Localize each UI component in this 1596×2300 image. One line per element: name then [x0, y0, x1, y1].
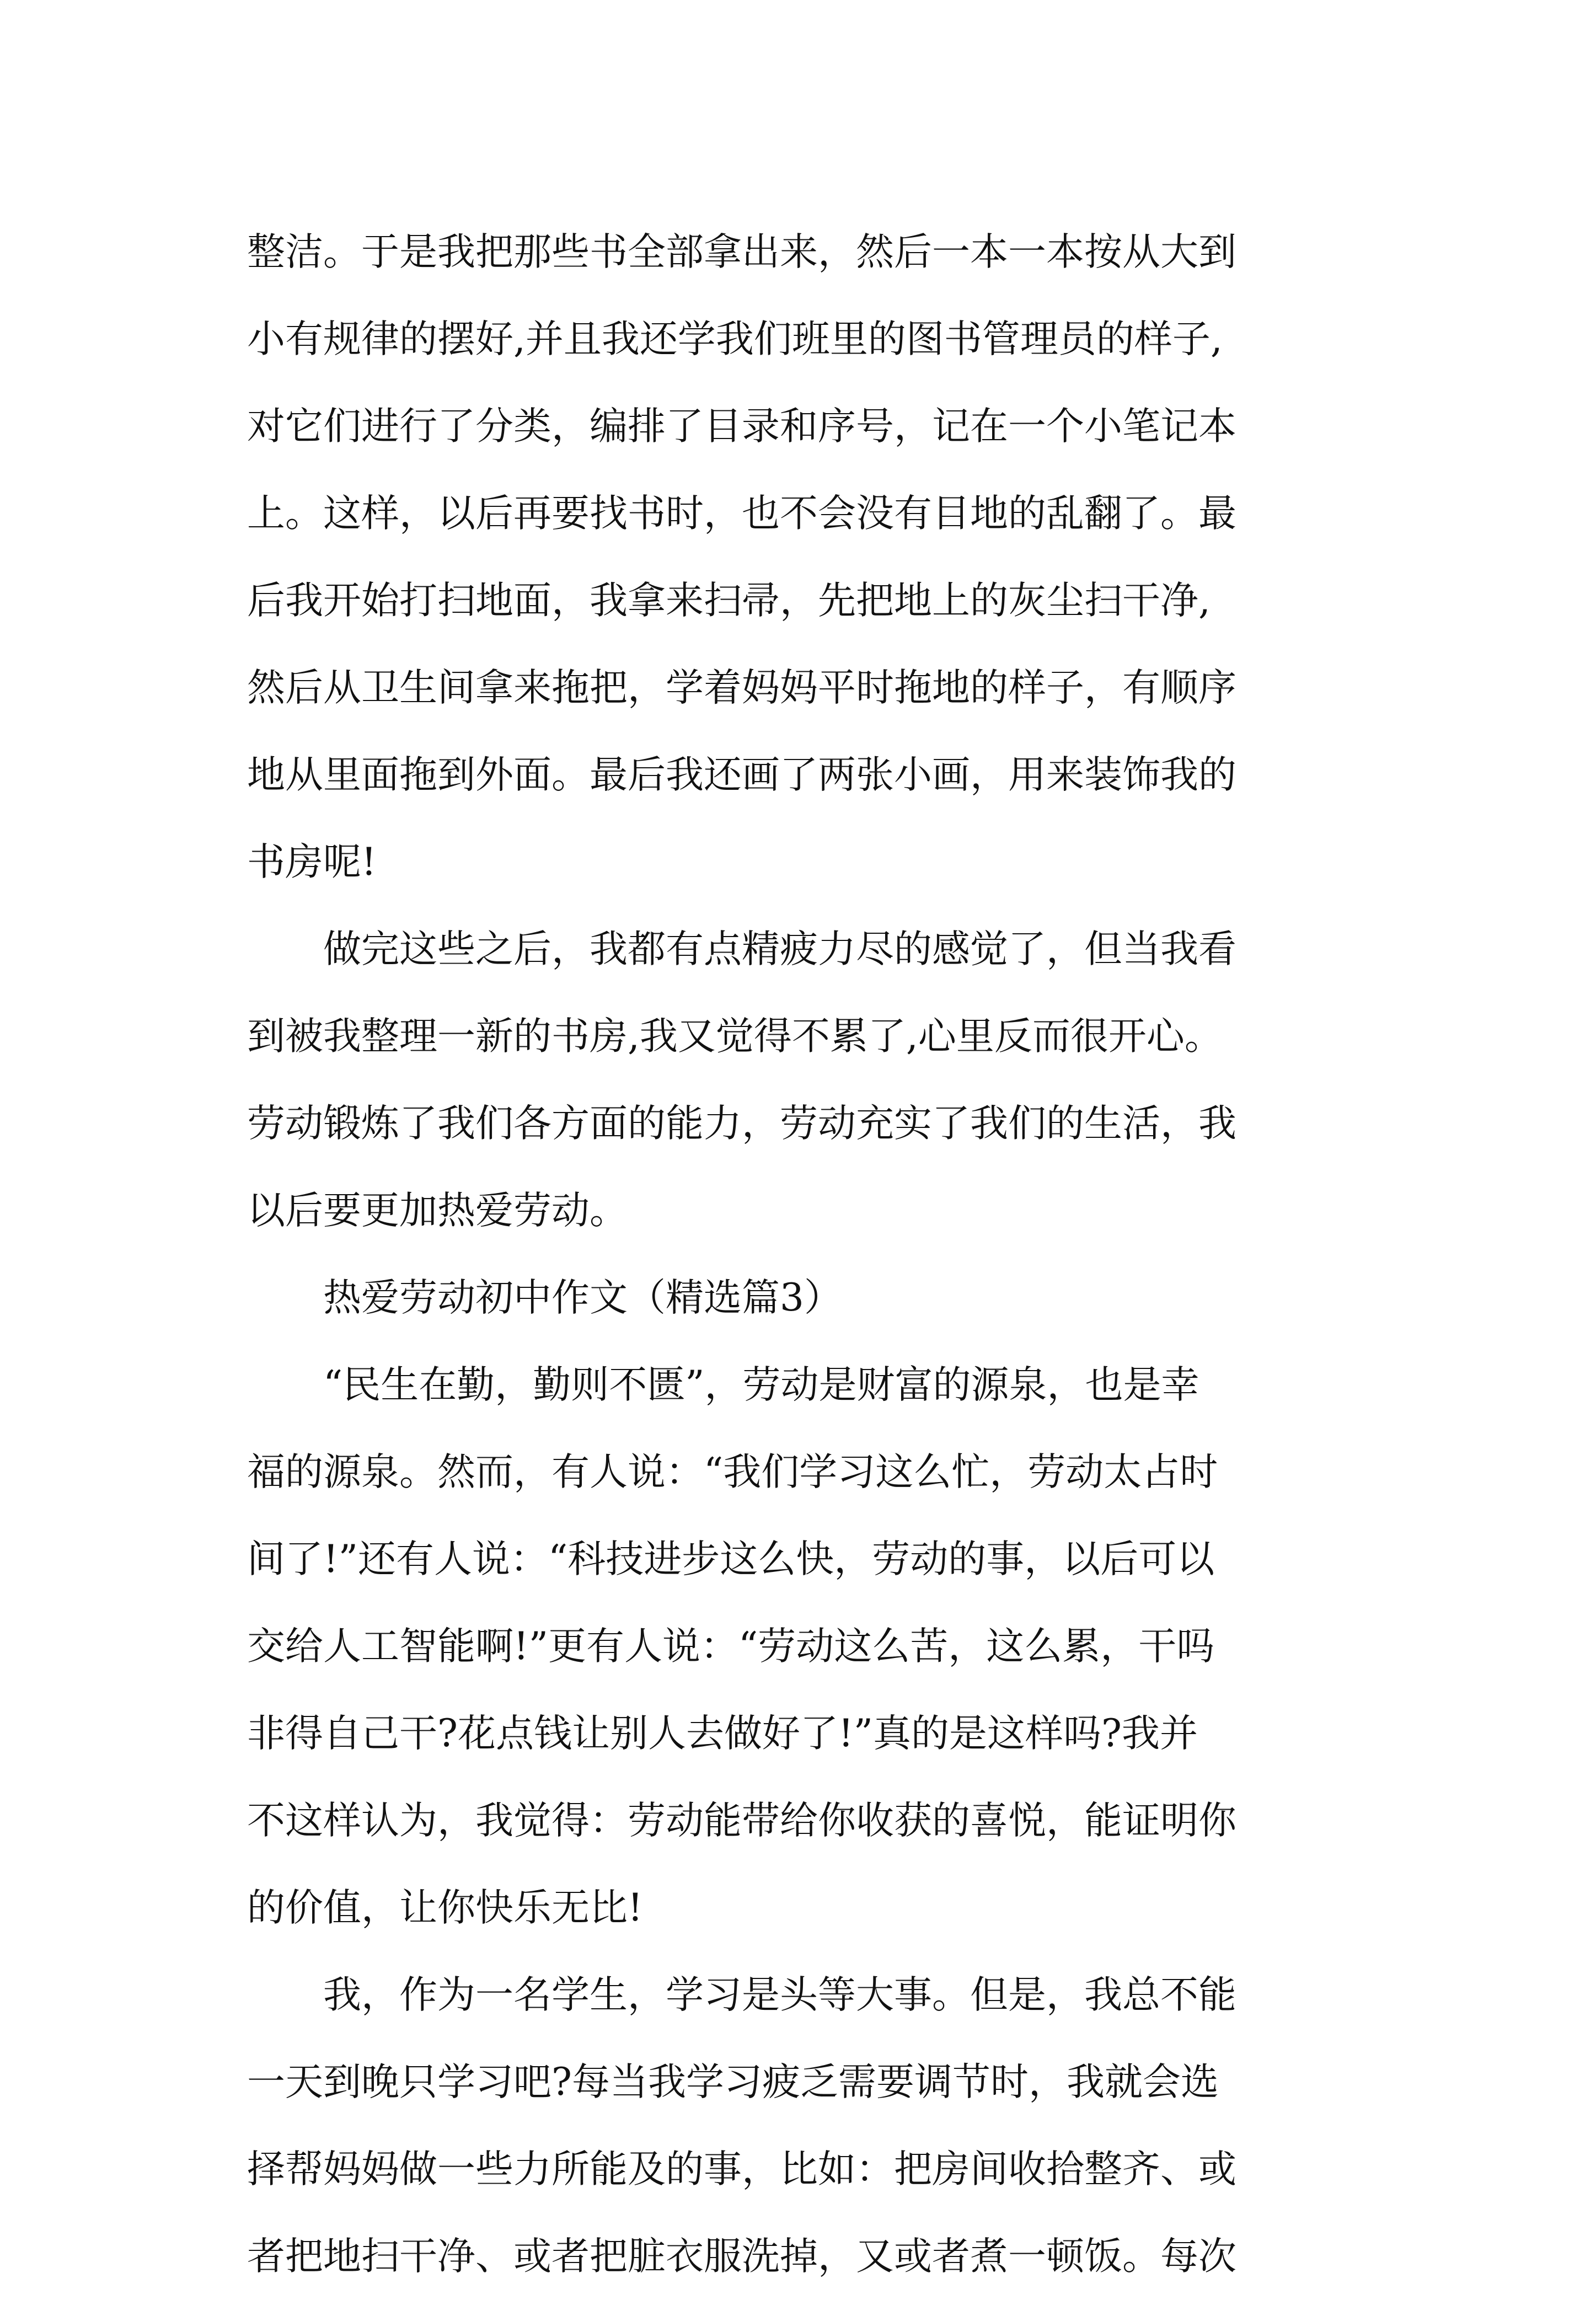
- text-line: 后我开始打扫地面，我拿来扫帚，先把地上的灰尘扫干净,: [247, 579, 1211, 623]
- text-line: 福的源泉。然而，有人说：“我们学习这么忙，劳动太占时: [247, 1450, 1218, 1494]
- text-line: 者把地扫干净、或者把脏衣服洗掉，又或者煮一顿饭。每次: [247, 2234, 1236, 2278]
- text-line: 的价值，让你快乐无比!: [247, 1886, 643, 1930]
- text-line: 到被我整理一新的书房,我又觉得不累了,心里反而很开心。: [247, 1014, 1223, 1058]
- text-line: 劳动锻炼了我们各方面的能力，劳动充实了我们的生活，我: [247, 1101, 1236, 1146]
- essay-body: [247, 208, 1427, 2300]
- text-line: 地从里面拖到外面。最后我还画了两张小画，用来装饰我的: [247, 753, 1236, 797]
- text-line: 择帮妈妈做一些力所能及的事，比如：把房间收拾整齐、或: [247, 2147, 1236, 2191]
- text-line: 交给人工智能啊!”更有人说：“劳动这么苦，这么累，干吗: [247, 1624, 1215, 1668]
- text-line: 整洁。于是我把那些书全部拿出来，然后一本一本按从大到: [247, 230, 1236, 274]
- text-line: 小有规律的摆好,并且我还学我们班里的图书管理员的样子,: [247, 317, 1223, 361]
- text-line: 不这样认为，我觉得：劳动能带给你收获的喜悦，能证明你: [247, 1799, 1236, 1843]
- text-line: 间了!”还有人说：“科技进步这么快，劳动的事，以后可以: [247, 1537, 1215, 1581]
- text-line: 非得自己干?花点钱让别人去做好了!”真的是这样吗?我并: [247, 1711, 1198, 1756]
- section-heading: 热爱劳动初中作文（精选篇3）: [247, 1276, 842, 1320]
- text-line: 做完这些之后，我都有点精疲力尽的感觉了，但当我看: [247, 927, 1236, 971]
- text-line: 然后从卫生间拿来拖把，学着妈妈平时拖地的样子，有顺序: [247, 666, 1236, 710]
- text-line: 对它们进行了分类，编排了目录和序号，记在一个小笔记本: [247, 404, 1236, 448]
- text-line: 上。这样，以后再要找书时，也不会没有目地的乱翻了。最: [247, 491, 1236, 536]
- text-line: 以后要更加热爱劳动。: [247, 1189, 628, 1233]
- text-line: 一天到晚只学习吧?每当我学习疲乏需要调节时，我就会选: [247, 2060, 1219, 2104]
- text-line: 我，作为一名学生，学习是头等大事。但是，我总不能: [247, 1973, 1236, 2017]
- text-line: 书房呢!: [247, 840, 377, 884]
- text-line: “民生在勤，勤则不匮”，劳动是财富的源泉，也是幸: [247, 1363, 1199, 1407]
